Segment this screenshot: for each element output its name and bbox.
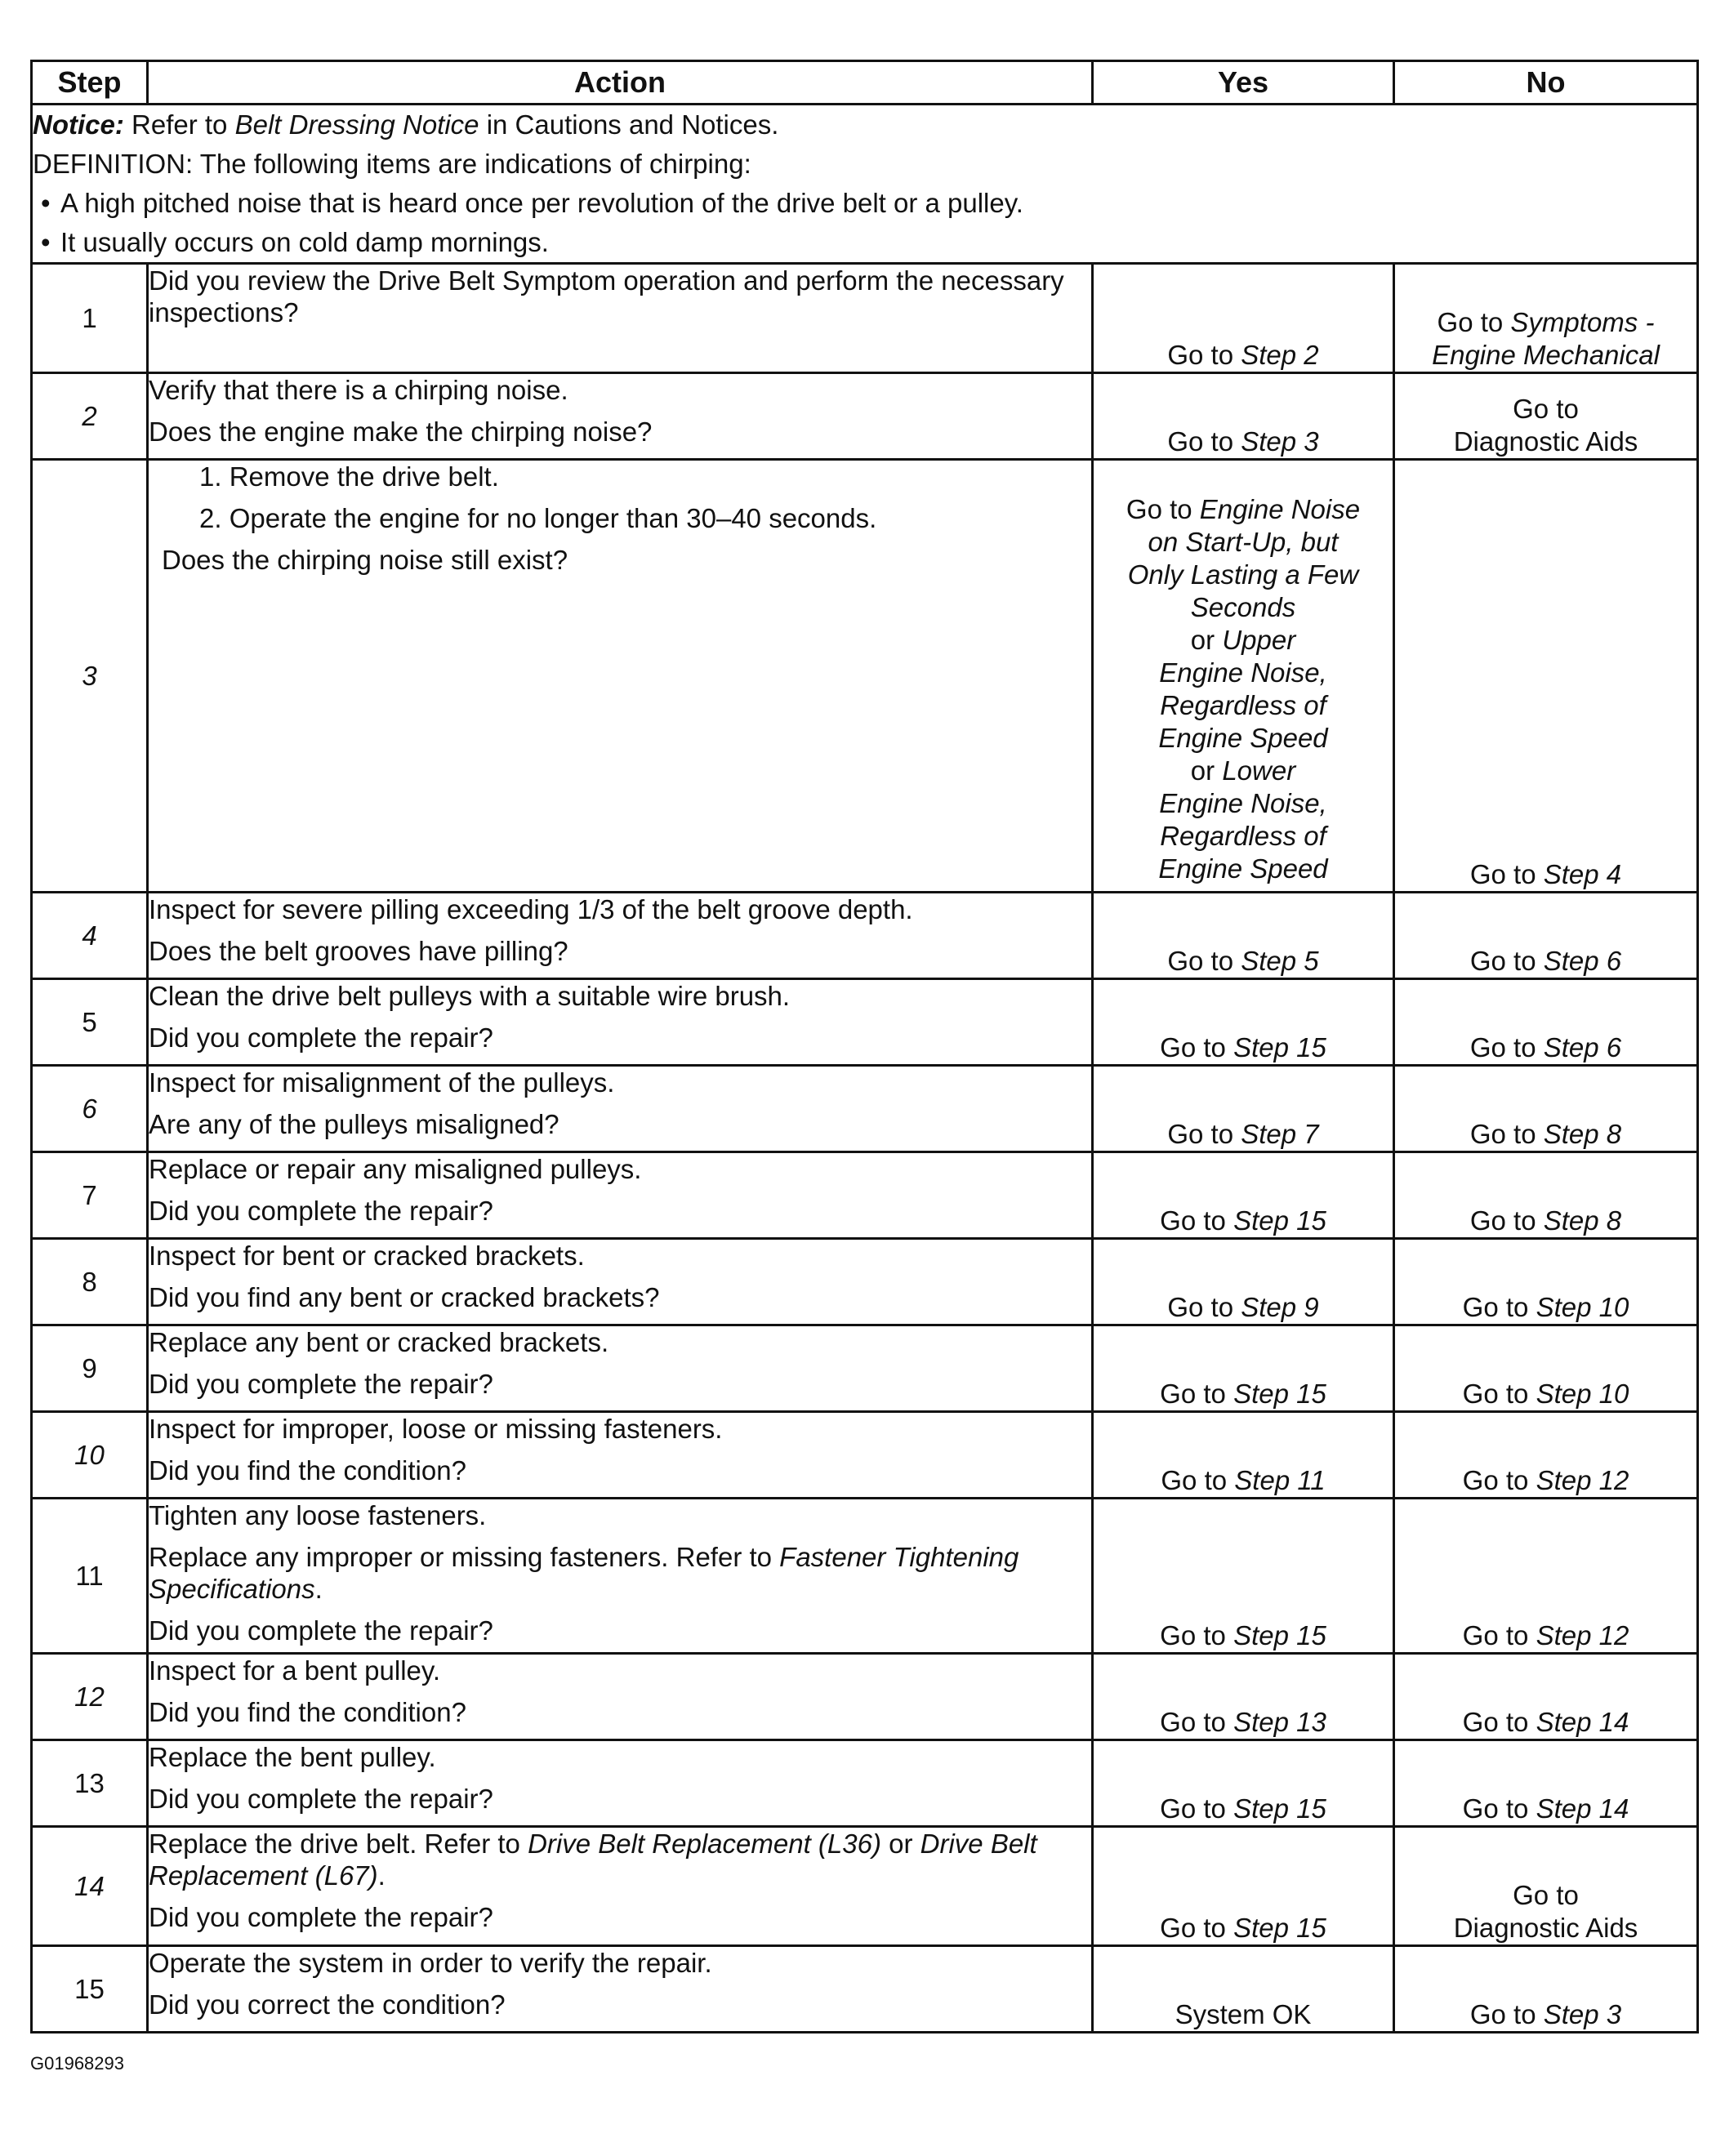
- action-line: Did you correct the condition?: [149, 1989, 506, 2020]
- no-step-ref: Step 6: [1543, 1032, 1622, 1062]
- go-to-text: Go to: [1167, 946, 1234, 976]
- step-number: 7: [32, 1152, 148, 1239]
- go-to-text: Go to: [1160, 1793, 1226, 1824]
- step-row: [32, 1827, 1698, 1946]
- action-line: Did you find the condition?: [149, 1697, 466, 1727]
- action-line: Did you complete the repair?: [149, 1196, 493, 1226]
- action-line: Are any of the pulleys misaligned?: [149, 1109, 559, 1139]
- yes-step-ref: Step 2: [1241, 340, 1319, 370]
- action-line: [149, 1828, 1091, 1891]
- go-to-text: Go to: [1160, 1379, 1226, 1409]
- action-line: Inspect for bent or cracked brackets.: [149, 1241, 585, 1271]
- action-line: Replace the bent pulley.: [149, 1742, 436, 1772]
- notice-cell: [32, 105, 1698, 264]
- yes-ref: Engine Speed: [1158, 723, 1328, 753]
- yes-ref: Upper: [1222, 625, 1296, 655]
- step-action: [148, 1412, 1093, 1499]
- definition-bullet: • A high pitched noise that is heard once per revolution of the drive belt or a pulley.: [33, 184, 1696, 223]
- action-line: Clean the drive belt pulleys with a suitable wire brush.: [149, 981, 791, 1011]
- action-line: Tighten any loose fasteners.: [149, 1500, 487, 1530]
- action-line: Does the chirping noise still exist?: [162, 545, 568, 575]
- step-row: [32, 1499, 1698, 1654]
- step-row: [32, 264, 1698, 373]
- go-to-text: Go to: [1462, 1465, 1529, 1495]
- no-text: Go to: [1513, 1880, 1579, 1910]
- go-to-text: Go to: [1167, 1119, 1234, 1149]
- step-row: [32, 1152, 1698, 1239]
- step-row: [32, 1239, 1698, 1325]
- go-to-text: Go to: [1462, 1707, 1529, 1737]
- notice-ref: Belt Dressing Notice: [234, 109, 479, 140]
- step-number: 2: [32, 373, 148, 460]
- notice-line: [33, 105, 1696, 145]
- procedure-ref: Drive Belt Replacement (L36): [528, 1829, 881, 1859]
- action-line: Replace or repair any misaligned pulleys.: [149, 1154, 642, 1184]
- step-action: [148, 1499, 1093, 1654]
- step-number: 3: [32, 460, 148, 893]
- no-cell: [1394, 1499, 1698, 1654]
- yes-cell: [1093, 1827, 1394, 1946]
- list-number: 2.: [199, 503, 222, 533]
- yes-step-ref: Step 5: [1241, 946, 1319, 976]
- go-to-text: Go to: [1161, 1465, 1228, 1495]
- list-number: 1.: [199, 461, 222, 492]
- notice-post: in Cautions and Notices.: [486, 109, 779, 140]
- header-row: [32, 61, 1698, 105]
- no-cell: [1394, 1412, 1698, 1499]
- figure-id: G01968293: [30, 2053, 124, 2074]
- action-line: Does the engine make the chirping noise?: [149, 416, 653, 447]
- step-action: [148, 979, 1093, 1066]
- yes-cell: [1093, 1152, 1394, 1239]
- step-row: [32, 893, 1698, 979]
- step-row: [32, 1066, 1698, 1152]
- yes-step-ref: Step 15: [1233, 1205, 1326, 1236]
- step-row: [32, 1946, 1698, 2033]
- yes-ref: Regardless of: [1160, 690, 1326, 720]
- step-action: [148, 1827, 1093, 1946]
- go-to-text: Go to: [1462, 1379, 1529, 1409]
- yes-cell: [1093, 1499, 1394, 1654]
- no-step-ref: Step 12: [1536, 1620, 1629, 1650]
- yes-ref: Engine Speed: [1158, 853, 1328, 884]
- go-to-text: Go to: [1469, 1999, 1536, 2029]
- no-text: Diagnostic Aids: [1453, 1913, 1638, 1943]
- yes-ref: on Start-Up, but: [1148, 527, 1339, 557]
- no-step-ref: Step 8: [1543, 1205, 1622, 1236]
- step-action: [148, 1740, 1093, 1827]
- diagnostic-table: [30, 60, 1699, 2034]
- or-text: or: [1190, 755, 1215, 786]
- no-step-ref: Step 3: [1543, 1999, 1622, 2029]
- step-row: [32, 1325, 1698, 1412]
- step-row: [32, 1654, 1698, 1740]
- action-line: Did you find any bent or cracked brackets?: [149, 1282, 660, 1312]
- step-action: [148, 373, 1093, 460]
- yes-step-ref: Step 13: [1233, 1707, 1326, 1737]
- no-step-ref: Step 4: [1543, 859, 1622, 889]
- yes-cell: [1093, 1654, 1394, 1740]
- header-no: No: [1394, 61, 1698, 105]
- step-number: 5: [32, 979, 148, 1066]
- action-list-item: [173, 502, 1091, 534]
- action-line: Did you review the Drive Belt Symptom operation and perform the necessary inspections?: [149, 265, 1064, 327]
- go-to-text: Go to: [1469, 1205, 1536, 1236]
- step-number: 10: [32, 1412, 148, 1499]
- step-row: [32, 1412, 1698, 1499]
- step-number: 14: [32, 1827, 148, 1946]
- yes-ref: Lower: [1222, 755, 1296, 786]
- go-to-text: Go to: [1167, 340, 1234, 370]
- action-line: [149, 1541, 1091, 1605]
- no-cell: [1394, 1325, 1698, 1412]
- yes-cell: [1093, 460, 1394, 893]
- yes-cell: [1093, 979, 1394, 1066]
- go-to-text: Go to: [1469, 1032, 1536, 1062]
- go-to-text: Go to: [1469, 859, 1536, 889]
- no-cell: [1394, 1740, 1698, 1827]
- no-step-ref: Step 10: [1536, 1292, 1629, 1322]
- action-line: Did you complete the repair?: [149, 1902, 493, 1932]
- no-cell: [1394, 1066, 1698, 1152]
- step-action: [148, 1946, 1093, 2033]
- or-text: or: [1190, 625, 1215, 655]
- step-action: [148, 264, 1093, 373]
- step-row: [32, 373, 1698, 460]
- yes-cell: [1093, 1740, 1394, 1827]
- yes-text: System OK: [1175, 1999, 1312, 2029]
- action-line: Did you complete the repair?: [149, 1615, 493, 1646]
- action-line: Did you complete the repair?: [149, 1022, 493, 1053]
- no-cell: [1394, 373, 1698, 460]
- go-to-text: Go to: [1462, 1292, 1529, 1322]
- action-line: Inspect for misalignment of the pulleys.: [149, 1067, 615, 1098]
- no-cell: [1394, 979, 1698, 1066]
- yes-step-ref: Step 15: [1233, 1379, 1326, 1409]
- step-number: 9: [32, 1325, 148, 1412]
- step-row: [32, 1740, 1698, 1827]
- yes-cell: [1093, 1412, 1394, 1499]
- no-step-ref: Step 8: [1543, 1119, 1622, 1149]
- yes-step-ref: Step 15: [1233, 1032, 1326, 1062]
- action-text: .: [377, 1860, 386, 1891]
- spec-ref: Fastener Tightening Specifications: [149, 1542, 1019, 1604]
- header-yes: Yes: [1093, 61, 1394, 105]
- yes-step-ref: Step 11: [1234, 1465, 1326, 1495]
- yes-cell: [1093, 1066, 1394, 1152]
- no-step-ref: Step 10: [1536, 1379, 1629, 1409]
- go-to-text: Go to: [1469, 946, 1536, 976]
- action-line: Did you find the condition?: [149, 1455, 466, 1486]
- header-action: Action: [148, 61, 1093, 105]
- procedure-ref: Drive Belt Replacement (L67): [149, 1829, 1037, 1891]
- notice-row: [32, 105, 1698, 264]
- no-cell: [1394, 1654, 1698, 1740]
- yes-cell: [1093, 373, 1394, 460]
- yes-cell: [1093, 1325, 1394, 1412]
- step-action: [148, 460, 1093, 893]
- no-step-ref: Step 6: [1543, 946, 1622, 976]
- action-line: Did you complete the repair?: [149, 1369, 493, 1399]
- action-line: Does the belt grooves have pilling?: [149, 936, 568, 966]
- step-row: [32, 979, 1698, 1066]
- step-action: [148, 1239, 1093, 1325]
- go-to-text: Go to: [1167, 426, 1234, 457]
- no-ref: Symptoms -: [1510, 307, 1655, 337]
- yes-step-ref: Step 15: [1233, 1620, 1326, 1650]
- notice-label: Notice:: [33, 109, 124, 140]
- go-to-text: Go to: [1437, 307, 1504, 337]
- yes-ref: Only Lasting a Few: [1127, 559, 1359, 590]
- go-to-text: Go to: [1126, 494, 1192, 524]
- go-to-text: Go to: [1469, 1119, 1536, 1149]
- step-action: [148, 1066, 1093, 1152]
- step-row: [32, 460, 1698, 893]
- step-action: [148, 1325, 1093, 1412]
- action-text: Replace any improper or missing fasteners. Refer to: [149, 1542, 772, 1572]
- no-cell: [1394, 1239, 1698, 1325]
- step-number: 4: [32, 893, 148, 979]
- yes-cell: [1093, 1239, 1394, 1325]
- no-text: Go to: [1513, 394, 1579, 424]
- action-text: .: [314, 1574, 323, 1604]
- go-to-text: Go to: [1160, 1205, 1226, 1236]
- no-step-ref: Step 14: [1536, 1707, 1629, 1737]
- go-to-text: Go to: [1462, 1620, 1529, 1650]
- yes-ref: Seconds: [1190, 592, 1296, 622]
- definition-line: DEFINITION: The following items are indications of chirping:: [33, 149, 751, 179]
- yes-ref: Engine Noise: [1199, 494, 1361, 524]
- action-line: Operate the system in order to verify the repair.: [149, 1948, 712, 1978]
- list-text: Operate the engine for no longer than 30–40 seconds.: [229, 503, 877, 533]
- step-action: [148, 893, 1093, 979]
- step-action: [148, 1152, 1093, 1239]
- yes-step-ref: Step 15: [1233, 1793, 1326, 1824]
- action-line: Verify that there is a chirping noise.: [149, 375, 568, 405]
- no-text: Diagnostic Aids: [1453, 426, 1638, 457]
- yes-cell: [1093, 264, 1394, 373]
- no-cell: [1394, 893, 1698, 979]
- yes-step-ref: Step 9: [1241, 1292, 1319, 1322]
- yes-ref: Engine Noise,: [1159, 788, 1327, 818]
- yes-cell: [1093, 1946, 1394, 2033]
- go-to-text: Go to: [1160, 1032, 1226, 1062]
- action-text: or: [889, 1829, 913, 1859]
- no-cell: [1394, 1946, 1698, 2033]
- go-to-text: Go to: [1462, 1793, 1529, 1824]
- list-text: Remove the drive belt.: [229, 461, 499, 492]
- action-line: Inspect for a bent pulley.: [149, 1655, 441, 1686]
- notice-pre: Refer to: [131, 109, 228, 140]
- step-number: 15: [32, 1946, 148, 2033]
- yes-step-ref: Step 3: [1241, 426, 1319, 457]
- action-list-item: [173, 461, 1091, 492]
- step-number: 13: [32, 1740, 148, 1827]
- no-ref: Engine Mechanical: [1432, 340, 1660, 370]
- go-to-text: Go to: [1160, 1913, 1226, 1943]
- action-line: Did you complete the repair?: [149, 1784, 493, 1814]
- no-step-ref: Step 12: [1536, 1465, 1629, 1495]
- yes-ref: Regardless of: [1160, 821, 1326, 851]
- step-action: [148, 1654, 1093, 1740]
- no-cell: [1394, 1827, 1698, 1946]
- yes-step-ref: Step 7: [1241, 1119, 1319, 1149]
- go-to-text: Go to: [1167, 1292, 1234, 1322]
- step-number: 11: [32, 1499, 148, 1654]
- no-cell: [1394, 460, 1698, 893]
- go-to-text: Go to: [1160, 1707, 1226, 1737]
- step-number: 12: [32, 1654, 148, 1740]
- no-cell: [1394, 264, 1698, 373]
- definition-bullet: • It usually occurs on cold damp mornings.: [33, 223, 1696, 262]
- action-line: Inspect for severe pilling exceeding 1/3 of the belt groove depth.: [149, 894, 913, 924]
- action-line: Inspect for improper, loose or missing fasteners.: [149, 1414, 723, 1444]
- step-number: 6: [32, 1066, 148, 1152]
- action-line: Replace any bent or cracked brackets.: [149, 1327, 609, 1357]
- no-cell: [1394, 1152, 1698, 1239]
- step-number: 1: [32, 264, 148, 373]
- go-to-text: Go to: [1160, 1620, 1226, 1650]
- step-number: 8: [32, 1239, 148, 1325]
- yes-ref: Engine Noise,: [1159, 657, 1327, 688]
- action-text: Replace the drive belt. Refer to: [149, 1829, 520, 1859]
- yes-cell: [1093, 893, 1394, 979]
- header-step: Step: [32, 61, 148, 105]
- yes-step-ref: Step 15: [1233, 1913, 1326, 1943]
- no-step-ref: Step 14: [1536, 1793, 1629, 1824]
